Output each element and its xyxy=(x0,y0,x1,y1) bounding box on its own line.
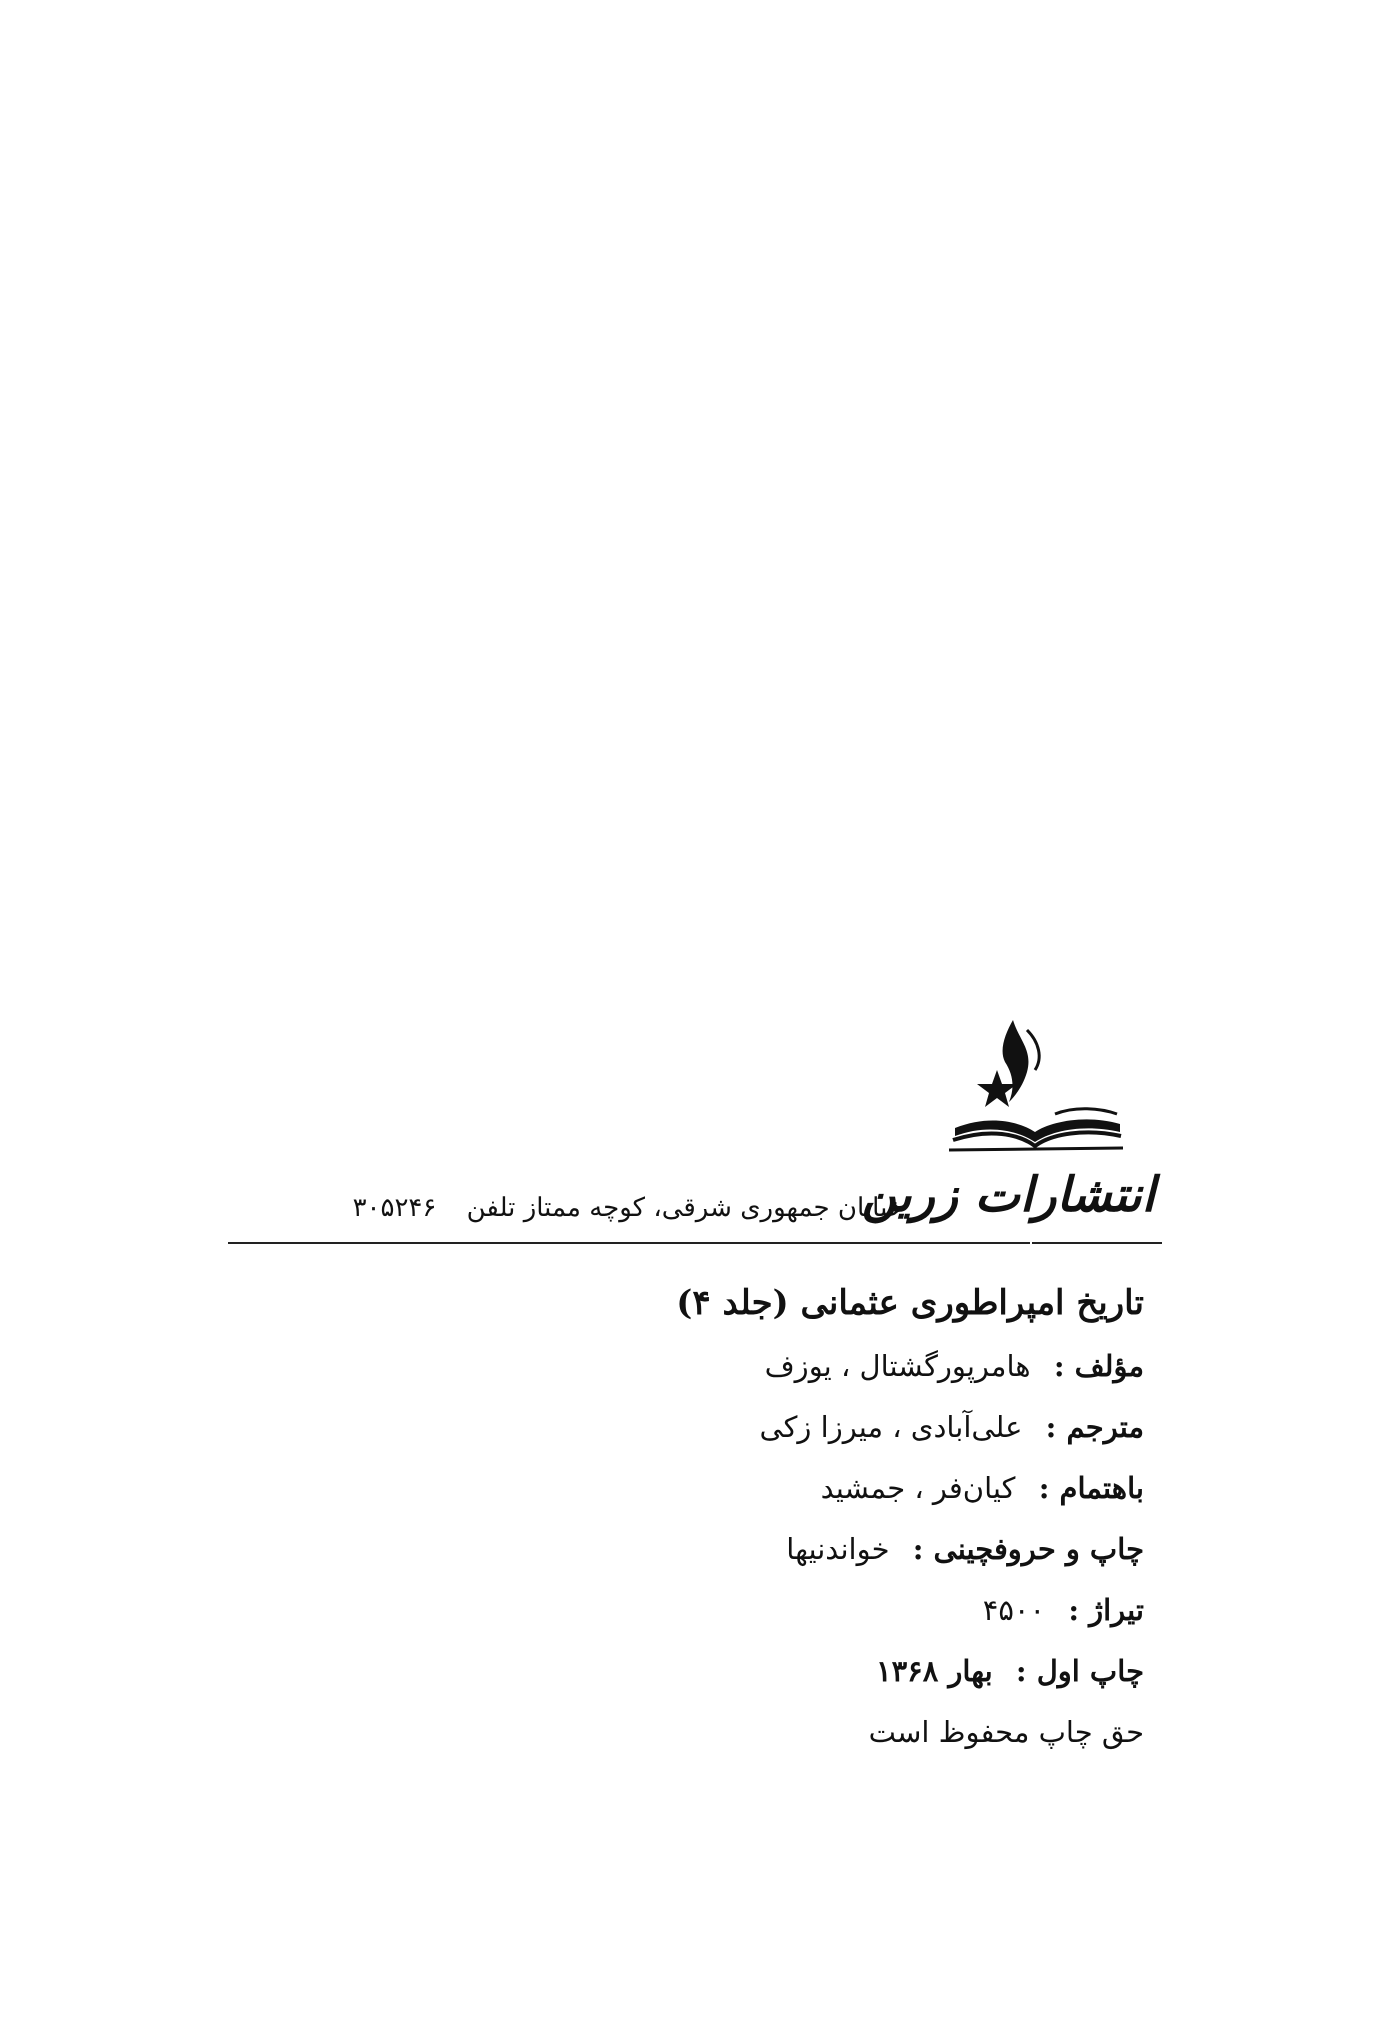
publisher-address-line xyxy=(353,1188,904,1228)
publisher-address: خیابان جمهوری شرقی، کوچه ممتاز xyxy=(523,1193,904,1223)
editor-row xyxy=(444,1458,1144,1519)
publisher-name: انتشارات زرین xyxy=(861,1167,1155,1223)
book-title: تاریخ امپراطوری عثمانی (جلد ۴) xyxy=(676,1283,1144,1323)
edition-value: بهار ۱۳۶۸ xyxy=(876,1654,993,1688)
printer-row xyxy=(444,1519,1144,1580)
print-run-row xyxy=(444,1580,1144,1641)
book-details xyxy=(444,1270,1144,1763)
author-row xyxy=(444,1336,1144,1397)
phone-label: تلفن xyxy=(466,1193,516,1223)
print-run-label: تیراژ : xyxy=(1068,1593,1144,1627)
editor-label: باهتمام : xyxy=(1038,1471,1144,1505)
divider-line xyxy=(228,1242,1030,1244)
printer-label: چاپ و حروفچینی : xyxy=(912,1532,1144,1566)
edition-row xyxy=(444,1641,1144,1702)
author-label: مؤلف : xyxy=(1053,1349,1144,1383)
phone-number: ۳۰۵۲۴۶ xyxy=(352,1193,437,1223)
printer-value: خواندنیها xyxy=(786,1532,890,1566)
publisher-logo-icon xyxy=(935,1010,1135,1170)
translator-value: علی‌آبادی ، میرزا زکی xyxy=(759,1410,1023,1444)
copyright-notice: حق چاپ محفوظ است xyxy=(868,1715,1144,1749)
editor-value: کیان‌فر ، جمشید xyxy=(820,1471,1016,1505)
edition-label: چاپ اول : xyxy=(1015,1654,1144,1688)
divider-line-short xyxy=(1032,1242,1162,1244)
translator-row xyxy=(444,1397,1144,1458)
print-run-value: ۴۵۰۰ xyxy=(982,1593,1046,1627)
author-value: هامرپورگشتال ، یوزف xyxy=(764,1349,1031,1383)
translator-label: مترجم : xyxy=(1045,1410,1144,1444)
